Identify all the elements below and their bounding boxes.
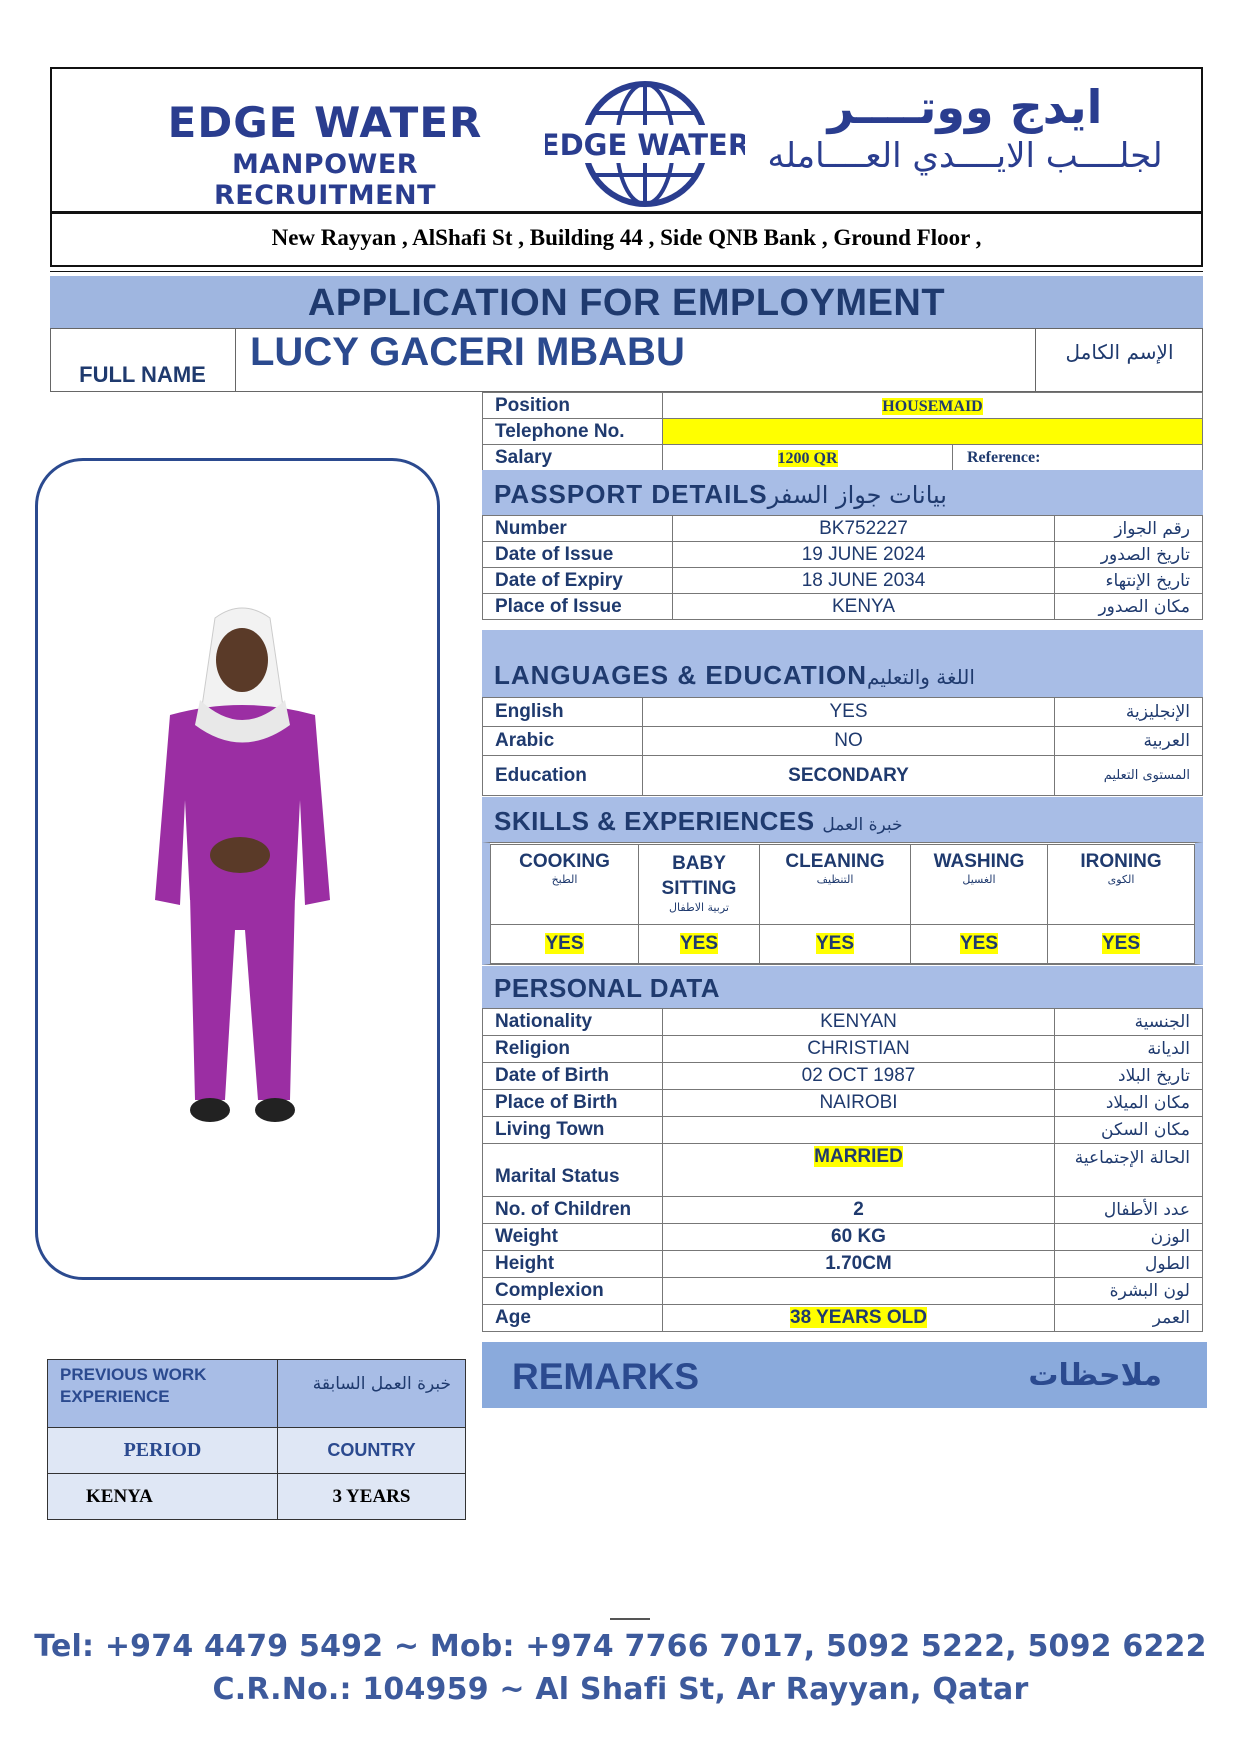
- personal-label-ar: الطول: [1055, 1251, 1203, 1278]
- personal-heading: PERSONAL DATA: [482, 966, 1203, 1008]
- telephone-label: Telephone No.: [483, 419, 663, 445]
- passport-heading-text: PASSPORT DETAILS: [494, 479, 768, 509]
- passport-heading: [482, 470, 1203, 515]
- position-value: [663, 393, 1203, 419]
- personal-value: 02 OCT 1987: [663, 1063, 1055, 1090]
- languages-heading-ar: اللغة والتعليم: [866, 665, 975, 689]
- salary-label: Salary: [483, 445, 663, 471]
- passport-value: KENYA: [673, 594, 1055, 620]
- remarks-label: REMARKS: [512, 1356, 700, 1397]
- position-text: HOUSEMAID: [882, 397, 983, 415]
- personal-label-ar: الجنسية: [1055, 1009, 1203, 1036]
- company-name-ar-line1: ايدج ووتــــر: [827, 80, 1103, 134]
- marital-status-value: MARRIED: [814, 1146, 903, 1167]
- personal-value-cell: [663, 1144, 1055, 1197]
- logo-text: EDGE WATER: [545, 128, 745, 162]
- languages-table: [482, 697, 1203, 796]
- telephone-value: [663, 419, 1203, 445]
- education-value: SECONDARY: [643, 756, 1055, 796]
- skill-value-cell: [1048, 925, 1195, 964]
- personal-value: 1.70CM: [663, 1251, 1055, 1278]
- personal-label: Age: [483, 1305, 663, 1332]
- personal-label-ar: عدد الأطفال: [1055, 1197, 1203, 1224]
- skill-value: YES: [679, 933, 719, 954]
- personal-label: Living Town: [483, 1117, 663, 1144]
- divider: [50, 271, 1203, 274]
- passport-label-ar: رقم الجواز: [1055, 516, 1203, 542]
- skill-cell: [639, 845, 760, 925]
- company-name-en: [120, 98, 530, 211]
- skill-cell: [491, 845, 639, 925]
- passport-heading-ar: بيانات جواز السفر: [767, 481, 947, 509]
- skill-cell: [911, 845, 1048, 925]
- skills-heading-text: SKILLS & EXPERIENCES: [494, 806, 815, 836]
- language-value: YES: [643, 698, 1055, 727]
- salary-value: [663, 445, 953, 471]
- personal-label-ar: لون البشرة: [1055, 1278, 1203, 1305]
- personal-label-ar: الديانة: [1055, 1036, 1203, 1063]
- job-table: [482, 392, 1203, 471]
- personal-value: [663, 1278, 1055, 1305]
- passport-label-ar: تاريخ الإنتهاء: [1055, 568, 1203, 594]
- personal-value-cell: [663, 1305, 1055, 1332]
- personal-label: Religion: [483, 1036, 663, 1063]
- personal-value: 60 KG: [663, 1224, 1055, 1251]
- personal-value: NAIROBI: [663, 1090, 1055, 1117]
- personal-value: CHRISTIAN: [663, 1036, 1055, 1063]
- personal-label-ar: مكان السكن: [1055, 1117, 1203, 1144]
- language-label: Arabic: [483, 727, 643, 756]
- age-value: 38 YEARS OLD: [790, 1307, 927, 1328]
- languages-heading-text: LANGUAGES & EDUCATION: [494, 660, 867, 690]
- previous-work-label: PREVIOUS WORK EXPERIENCE: [48, 1360, 278, 1428]
- company-name-line2: MANPOWER RECRUITMENT: [213, 149, 437, 211]
- personal-label-ar: الحالة الإجتماعية: [1055, 1144, 1203, 1197]
- full-name-label: FULL NAME: [50, 328, 236, 392]
- previous-work-table: [47, 1359, 466, 1520]
- personal-value: KENYAN: [663, 1009, 1055, 1036]
- personal-value: [663, 1117, 1055, 1144]
- skill-name: IRONING: [1080, 851, 1162, 872]
- reference-label: Reference:: [953, 445, 1203, 471]
- personal-label: Weight: [483, 1224, 663, 1251]
- skill-value: YES: [815, 933, 855, 954]
- personal-label: No. of Children: [483, 1197, 663, 1224]
- full-name-value: LUCY GACERI MBABU: [250, 330, 685, 374]
- passport-label: Place of Issue: [483, 594, 673, 620]
- personal-label-ar: مكان الميلاد: [1055, 1090, 1203, 1117]
- personal-label-ar: العمر: [1055, 1305, 1203, 1332]
- education-label: Education: [483, 756, 643, 796]
- footer-mark: [610, 1618, 650, 1620]
- personal-label-ar: الوزن: [1055, 1224, 1203, 1251]
- skill-value: YES: [1101, 933, 1141, 954]
- language-label-ar: الإنجليزية: [1055, 698, 1203, 727]
- company-logo: [545, 75, 745, 213]
- passport-label-ar: تاريخ الصدور: [1055, 542, 1203, 568]
- languages-heading: [482, 630, 1203, 697]
- passport-label: Date of Issue: [483, 542, 673, 568]
- skills-heading: [482, 797, 1203, 842]
- personal-label: Place of Birth: [483, 1090, 663, 1117]
- company-address: New Rayyan , AlShafi St , Building 44 , Side QNB Bank , Ground Floor ,: [50, 212, 1203, 267]
- remarks-bar: [482, 1342, 1207, 1408]
- skills-heading-ar: خبرة العمل: [822, 815, 903, 835]
- personal-label: Nationality: [483, 1009, 663, 1036]
- skill-value: YES: [959, 933, 999, 954]
- skill-name-ar: الغسيل: [962, 873, 996, 886]
- remarks-label-ar: ملاحظات: [1028, 1358, 1162, 1393]
- skill-name: COOKING: [519, 851, 610, 872]
- skill-cell: [760, 845, 911, 925]
- position-label: Position: [483, 393, 663, 419]
- personal-label: Height: [483, 1251, 663, 1278]
- skills-table: [490, 844, 1195, 964]
- footer-contact: Tel: +974 4479 5492 ~ Mob: +974 7766 7017, 5092 5222, 5092 6222: [34, 1629, 1207, 1664]
- language-value: NO: [643, 727, 1055, 756]
- personal-table: [482, 1008, 1203, 1332]
- passport-label: Date of Expiry: [483, 568, 673, 594]
- passport-value: 19 JUNE 2024: [673, 542, 1055, 568]
- passport-value: BK752227: [673, 516, 1055, 542]
- passport-table: [482, 515, 1203, 620]
- country-header: COUNTRY: [278, 1428, 466, 1474]
- full-name-label-ar: الإسم الكامل: [1035, 328, 1203, 392]
- previous-work-country: 3 YEARS: [278, 1474, 466, 1520]
- skill-name-ar: تربية الاطفال: [669, 901, 729, 914]
- company-name-ar-line2: لجلــــب الايــــدي العــــامله: [767, 136, 1163, 176]
- skill-value-cell: [911, 925, 1048, 964]
- salary-text: 1200 QR: [777, 449, 838, 467]
- previous-work-period: KENYA: [48, 1474, 278, 1520]
- skill-value: YES: [545, 933, 584, 954]
- skill-name: BABY SITTING: [661, 853, 737, 899]
- skill-name-ar: الكوى: [1107, 873, 1135, 886]
- skill-name: WASHING: [933, 851, 1025, 872]
- skill-value-cell: [760, 925, 911, 964]
- passport-label-ar: مكان الصدور: [1055, 594, 1203, 620]
- footer: [0, 1626, 1241, 1712]
- period-header: PERIOD: [48, 1428, 278, 1474]
- education-label-ar: المستوى التعليم: [1055, 756, 1203, 796]
- personal-label: Date of Birth: [483, 1063, 663, 1090]
- skill-name: CLEANING: [785, 851, 885, 872]
- skill-name-ar: التنظيف: [816, 873, 854, 886]
- language-label-ar: العربية: [1055, 727, 1203, 756]
- footer-registration: C.R.No.: 104959 ~ Al Shafi St, Ar Rayyan, Qatar: [212, 1672, 1029, 1707]
- language-label: English: [483, 698, 643, 727]
- passport-value: 18 JUNE 2034: [673, 568, 1055, 594]
- skill-name-ar: الطبخ: [551, 873, 578, 886]
- skill-value-cell: [491, 925, 639, 964]
- applicant-photo: [140, 600, 345, 1155]
- company-name-line1: EDGE WATER: [167, 98, 483, 147]
- page-title: APPLICATION FOR EMPLOYMENT: [50, 276, 1203, 328]
- personal-label: Marital Status: [483, 1144, 663, 1197]
- company-name-ar: [755, 80, 1175, 176]
- personal-label-ar: تاريخ البلاد: [1055, 1063, 1203, 1090]
- personal-label: Complexion: [483, 1278, 663, 1305]
- personal-value: 2: [663, 1197, 1055, 1224]
- passport-label: Number: [483, 516, 673, 542]
- skill-value-cell: [639, 925, 760, 964]
- skill-cell: [1048, 845, 1195, 925]
- previous-work-label-ar: خبرة العمل السابقة: [278, 1360, 466, 1428]
